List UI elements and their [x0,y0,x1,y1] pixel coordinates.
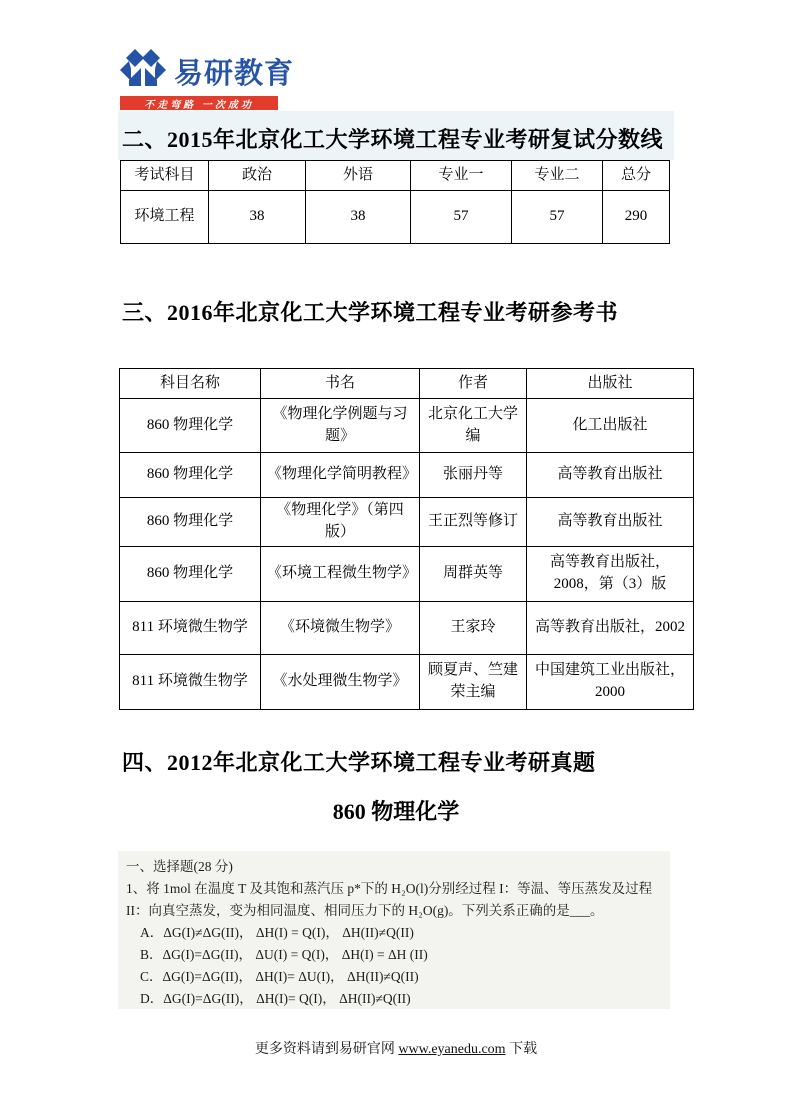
exam-option-d: D．ΔG(I)=ΔG(II)， ΔH(I)= Q(I)， ΔH(II)≠Q(II) [140,991,411,1006]
footer-text-suffix: 下载 [505,1042,538,1057]
score-header-politics: 政治 [209,161,306,191]
book-author: 周群英等 [420,546,527,601]
book-subject: 860 物理化学 [120,546,261,601]
exam-option-a: A．ΔG(I)≠ΔG(II)， ΔH(I) = Q(I)， ΔH(II)≠Q(II) [140,925,414,940]
table-row [120,498,694,547]
book-publisher: 中国建筑工业出版社，2000 [527,654,694,709]
exam-scan-image [118,851,670,1009]
score-header-major1: 专业一 [411,161,512,191]
book-title: 《物理化学》（第四版） [261,498,420,547]
score-table-header-row [121,161,670,191]
score-cell-foreign-language: 38 [306,191,411,244]
section-4-title: 四、2012年北京化工大学环境工程专业考研真题 [122,750,596,775]
table-row [120,601,694,654]
score-cell-major2: 57 [512,191,603,244]
book-author: 顾夏声、竺建荣主编 [420,654,527,709]
book-author: 王家玲 [420,601,527,654]
section-2-title: 二、2015年北京化工大学环境工程专业考研复试分数线 [122,127,664,152]
logo-wordmark: 易研教育 [174,57,295,90]
logo [118,48,295,111]
score-table-row [121,191,670,244]
books-header-subject: 科目名称 [120,369,261,399]
book-title: 《环境微生物学》 [261,601,420,654]
book-subject: 811 环境微生物学 [120,601,261,654]
book-publisher: 高等教育出版社 [527,453,694,498]
exam-question-line1: 1、将 1mol 在温度 T 及其饱和蒸汽压 p*下的 H₂O(l)分别经过程 I：等温、等压蒸发及过程 [126,881,653,896]
logo-slogan-text: 不走弯路 一次成功 [144,99,254,111]
diamond-logo-icon [118,48,168,94]
footer-text-prefix: 更多资料请到易研官网 [254,1042,399,1057]
exam-subtitle: 860 物理化学 [332,799,460,824]
exam-section-heading: 一、选择题(28 分) [126,859,233,874]
book-publisher: 高等教育出版社 [527,498,694,547]
footer-website-link[interactable]: www.eyanedu.com [398,1042,506,1057]
score-cell-subject: 环境工程 [121,191,209,244]
book-subject: 860 物理化学 [120,498,261,547]
book-author: 张丽丹等 [420,453,527,498]
table-row [120,546,694,601]
book-author: 王正烈等修订 [420,498,527,547]
book-title: 《环境工程微生物学》 [261,546,420,601]
books-header-publisher: 出版社 [527,369,694,399]
books-header-author: 作者 [420,369,527,399]
table-row [120,453,694,498]
exam-question-line2: II：向真空蒸发，变为相同温度、相同压力下的 H₂O(g)。下列关系正确的是___。 [126,903,604,918]
book-author: 北京化工大学编 [420,399,527,453]
footer [0,1038,792,1058]
score-table [120,160,670,244]
book-publisher: 高等教育出版社，2008，第（3）版 [527,546,694,601]
book-subject: 860 物理化学 [120,399,261,453]
section-3-title: 三、2016年北京化工大学环境工程专业考研参考书 [122,300,619,325]
score-header-foreign-language: 外语 [306,161,411,191]
book-title: 《物理化学简明教程》 [261,453,420,498]
score-header-major2: 专业二 [512,161,603,191]
exam-option-b: B．ΔG(I)=ΔG(II)， ΔU(I) = Q(I)， ΔH(I) = ΔH (II) [140,947,428,962]
table-row [120,654,694,709]
books-header-row [120,369,694,399]
book-publisher: 高等教育出版社，2002 [527,601,694,654]
book-publisher: 化工出版社 [527,399,694,453]
score-header-subject: 考试科目 [121,161,209,191]
table-row [120,399,694,453]
score-header-total: 总分 [603,161,670,191]
reference-books-table [119,368,694,710]
books-header-title: 书名 [261,369,420,399]
score-cell-major1: 57 [411,191,512,244]
book-subject: 860 物理化学 [120,453,261,498]
logo-slogan-banner [120,96,278,110]
book-subject: 811 环境微生物学 [120,654,261,709]
score-cell-total: 290 [603,191,670,244]
exam-option-c: C．ΔG(I)=ΔG(II)， ΔH(I)= ΔU(I)， ΔH(II)≠Q(II) [140,969,419,984]
book-title: 《水处理微生物学》 [261,654,420,709]
book-title: 《物理化学例题与习题》 [261,399,420,453]
score-cell-politics: 38 [209,191,306,244]
